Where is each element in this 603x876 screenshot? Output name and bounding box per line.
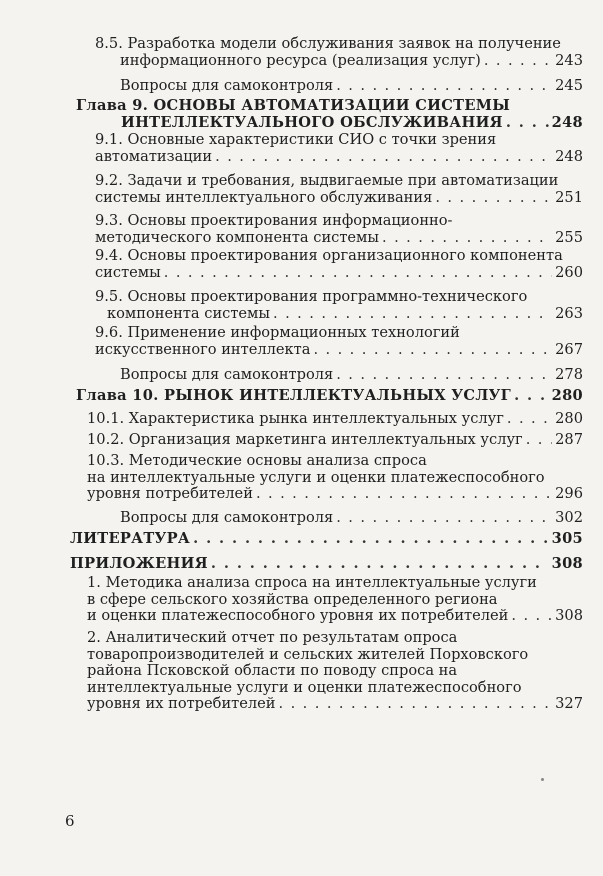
toc-page-number: 296 [555, 485, 583, 503]
toc-entry [120, 367, 583, 384]
toc-entry [95, 289, 583, 322]
toc-entry [95, 132, 583, 165]
toc-entry-last-line [120, 53, 583, 70]
toc-entry-text: 8.5. Разработка модели обслуживания заявок на получение [95, 35, 561, 52]
toc-page-number: 280 [551, 387, 583, 404]
toc-entry-last-line [70, 531, 583, 548]
toc-entry-text: Глава 9. ОСНОВЫ АВТОМАТИЗАЦИИ СИСТЕМЫ [76, 97, 511, 114]
toc-entry-text: системы [95, 263, 161, 281]
dot-leader [336, 367, 552, 384]
dot-leader [336, 510, 552, 527]
toc-entry-last-line [87, 696, 583, 713]
toc-entry-line [87, 575, 583, 592]
toc-entry [95, 36, 583, 69]
toc-entry-text: на интеллектуальные услуги и оценки платежеспособного [87, 468, 545, 486]
toc-entry-line [76, 98, 583, 115]
toc-entry-text: 10.1. Характеристика рынка интеллектуальных услуг [87, 410, 504, 427]
toc-entry-last-line [87, 486, 583, 503]
toc-entry-last-line [107, 306, 583, 323]
toc-entry [87, 411, 583, 428]
toc-entry-last-line [95, 149, 583, 166]
dot-leader [313, 342, 552, 359]
toc-page-number: 260 [555, 263, 583, 281]
toc-page-number: 278 [555, 366, 583, 383]
toc-entry-text: интеллектуальные услуги и оценки платежеспособного [87, 678, 522, 696]
toc-entry-text: методического компонента системы [95, 228, 380, 246]
toc-entry-line [95, 248, 583, 265]
toc-entry-text: компонента системы [107, 304, 271, 322]
toc-entry-last-line [87, 432, 583, 449]
toc-entry-text: искусственного интеллекта [95, 340, 311, 358]
toc-entry [76, 388, 583, 405]
toc-entry-text: товаропроизводителей и сельских жителей Порховского [87, 645, 529, 663]
toc-entry-text: в сфере сельского хозяйства определенного региона [87, 590, 498, 608]
toc-entry-text: 9.3. Основы проектирования информационно- [95, 212, 453, 229]
toc-page-number: 243 [555, 51, 583, 69]
toc-page-number: 248 [555, 147, 583, 165]
toc-page-number: 305 [551, 530, 583, 547]
dot-leader [279, 696, 553, 713]
dot-leader [256, 486, 552, 503]
toc-entry-last-line [95, 230, 583, 247]
toc-entry-line [87, 680, 583, 697]
toc-page-number: 251 [555, 188, 583, 206]
toc-page-number: 287 [555, 431, 583, 448]
toc-entry-last-line [87, 608, 583, 625]
toc-entry-text: ИНТЕЛЛЕКТУАЛЬНОГО ОБСЛУЖИВАНИЯ [121, 113, 503, 131]
toc-entry-last-line [121, 115, 583, 132]
toc-page-number: 308 [555, 607, 583, 625]
toc-entry-text: 9.5. Основы проектирования программно-технического [95, 288, 528, 305]
toc-entry-text: и оценки платежеспособного уровня их потребителей [87, 607, 509, 625]
toc-entry-line [87, 647, 583, 664]
toc-entry-last-line [120, 510, 583, 527]
toc-page-number: 308 [551, 555, 583, 572]
toc-entry-line [87, 592, 583, 609]
toc-entry-line [87, 470, 583, 487]
toc-entry-last-line [95, 342, 583, 359]
dot-leader [511, 608, 552, 625]
toc-entry-line [87, 630, 583, 647]
toc-entry-text: 2. Аналитический отчет по результатам опроса [87, 629, 458, 646]
dot-leader [211, 556, 549, 573]
dot-leader [336, 78, 552, 95]
toc-entry [95, 325, 583, 358]
page-number: 6 [65, 812, 75, 830]
toc-page-number: 245 [555, 77, 583, 94]
toc-page-number: 267 [555, 340, 583, 358]
dot-leader [507, 411, 552, 428]
toc-entry-text: района Псковской области по поводу спроса на [87, 662, 458, 680]
toc-entry-text: ЛИТЕРАТУРА [70, 530, 191, 547]
toc-page-number: 327 [555, 695, 583, 713]
toc-page-number: 302 [555, 509, 583, 526]
toc-entry-last-line [95, 265, 583, 282]
toc-entry [87, 630, 583, 713]
dot-leader [193, 531, 549, 548]
toc-entry-text: системы интеллектуального обслуживания [95, 188, 433, 206]
toc-entry [95, 248, 583, 281]
print-speck [541, 778, 544, 781]
toc-entry-text: Глава 10. РЫНОК ИНТЕЛЛЕКТУАЛЬНЫХ УСЛУГ [76, 387, 512, 404]
toc-entry-line [95, 36, 583, 53]
toc-entry-text: 1. Методика анализа спроса на интеллектуальные услуги [87, 574, 537, 591]
toc-entry-line [87, 663, 583, 680]
toc-entry-text: Вопросы для самоконтроля [120, 366, 334, 383]
toc-entry-last-line [87, 411, 583, 428]
toc-entry [120, 510, 583, 527]
dot-leader [164, 265, 552, 282]
toc-entry-text: автоматизации [95, 147, 213, 165]
toc-entry-line [87, 453, 583, 470]
toc-entry-text: 9.2. Задачи и требования, выдвигаемые при автоматизации [95, 172, 559, 189]
toc-entry-text: информационного ресурса (реализация услуг) [120, 51, 481, 69]
dot-leader [273, 306, 552, 323]
toc-entry-text: 9.1. Основные характеристики СИО с точки зрения [95, 131, 497, 148]
dot-leader [484, 53, 552, 70]
toc-entry-line [95, 173, 583, 190]
toc-entry [87, 432, 583, 449]
toc-entry-last-line [95, 190, 583, 207]
toc-entry-text: 10.2. Организация маркетинга интеллектуальных услуг [87, 431, 523, 448]
toc-entry-line [95, 289, 583, 306]
toc-page-number: 248 [551, 113, 583, 131]
toc-entry [95, 213, 583, 246]
toc-entry [95, 173, 583, 206]
toc-entry-text: уровня потребителей [87, 485, 253, 503]
toc-entry-line [95, 132, 583, 149]
toc-entry [87, 453, 583, 503]
dot-leader [435, 190, 552, 207]
toc-entry-text: 10.3. Методические основы анализа спроса [87, 452, 427, 469]
dot-leader [215, 149, 552, 166]
toc-entry-text: 9.4. Основы проектирования организационного компонента [95, 247, 563, 264]
dot-leader [382, 230, 552, 247]
dot-leader [514, 388, 549, 405]
toc-page-number: 280 [555, 410, 583, 427]
toc-entry-last-line [76, 388, 583, 405]
toc-entry [87, 575, 583, 625]
toc-entry-last-line [120, 367, 583, 384]
toc-entry [70, 556, 583, 573]
toc-entry-text: уровня их потребителей [87, 695, 276, 713]
toc-entry-text: Вопросы для самоконтроля [120, 77, 334, 94]
toc-entry-line [95, 213, 583, 230]
dot-leader [506, 115, 549, 132]
toc-entry-text: Вопросы для самоконтроля [120, 509, 334, 526]
toc-entry [70, 531, 583, 548]
toc-entry-text: 9.6. Применение информационных технологий [95, 324, 460, 341]
toc-entry-last-line [70, 556, 583, 573]
toc-entry-line [95, 325, 583, 342]
toc-page-number: 255 [555, 228, 583, 246]
toc-entry [76, 98, 583, 131]
toc-entry [120, 78, 583, 95]
toc-page-number: 263 [555, 304, 583, 322]
dot-leader [526, 432, 552, 449]
toc-entry-text: ПРИЛОЖЕНИЯ [70, 555, 208, 572]
toc-entry-last-line [120, 78, 583, 95]
